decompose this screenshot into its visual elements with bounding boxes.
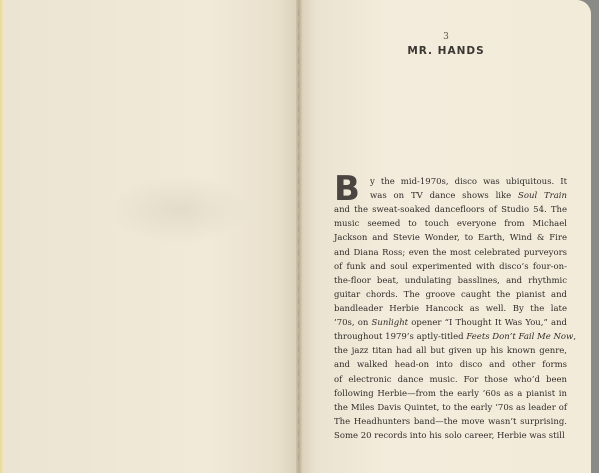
text-segment: Some 20 records into his solo career, Herbie was still <box>334 430 565 441</box>
book-gutter <box>296 0 302 473</box>
text-segment: the jazz titan had all but given up his known genre, <box>334 346 567 357</box>
text-line <box>334 203 567 217</box>
text-line <box>334 288 567 302</box>
text-line <box>334 316 567 330</box>
text-segment: y the mid-1970s, disco was ubiquitous. It <box>370 177 567 187</box>
text-line <box>334 246 567 260</box>
left-page-edge <box>0 0 6 473</box>
text-segment: the Miles Davis Quintet, to the early ’70s as leader of <box>334 402 567 413</box>
left-page <box>0 0 299 473</box>
text-line <box>334 260 567 274</box>
italic-title: Feets Don’t Fail Me Now <box>466 332 574 343</box>
text-segment: guitar chords. The groove caught the pianist and <box>334 289 567 300</box>
text-segment: bandleader Herbie Hancock as well. By the late <box>334 303 567 314</box>
text-line <box>334 344 567 358</box>
text-segment: The Headhunters band—the move wasn’t surprising. <box>334 416 567 427</box>
binding-stitch <box>298 10 299 465</box>
text-segment: of electronic dance music. For those who’d been <box>334 374 567 385</box>
text-segment: ’70s, on <box>334 318 372 329</box>
text-line <box>334 358 567 372</box>
text-line <box>334 415 567 429</box>
text-segment: and walked head-on into disco and other forms <box>334 360 567 371</box>
text-segment: music seemed to touch everyone from Michael <box>334 219 567 230</box>
text-line <box>334 373 567 387</box>
text-segment: and Diana Ross; even the most celebrated purveyors <box>334 247 567 258</box>
text-line <box>334 387 567 401</box>
text-segment: , <box>573 332 577 343</box>
text-line <box>334 189 567 203</box>
text-line <box>334 302 567 316</box>
italic-title: Sunlight <box>371 318 409 329</box>
text-line <box>334 274 567 288</box>
body-paragraph <box>334 169 577 443</box>
text-segment: following Herbie—from the early ’60s as a pianist in <box>334 388 567 399</box>
text-line <box>334 231 567 245</box>
chapter-title: MR. HANDS <box>407 45 485 57</box>
drop-cap: B <box>334 169 360 209</box>
text-line <box>334 330 577 344</box>
text-line <box>334 217 567 231</box>
show-through-smudge <box>110 175 250 245</box>
text-line <box>334 175 567 189</box>
text-segment: throughout 1979’s aptly-titled <box>334 332 467 343</box>
text-segment: was on TV dance shows like <box>370 191 519 202</box>
text-segment: Jackson and Stevie Wonder, to Earth, Wind & Fire <box>334 233 567 244</box>
text-segment: and the sweat-soaked dancefloors of Studio 54. The <box>334 205 567 216</box>
text-line <box>334 429 567 443</box>
page-number: 3 <box>443 32 449 42</box>
italic-title: Soul Train <box>518 191 567 202</box>
text-line <box>334 401 567 415</box>
text-segment: the-floor beat, undulating basslines, and rhythmic <box>334 275 567 286</box>
text-segment: of funk and soul experimented with disco’s four-on- <box>334 261 567 272</box>
text-segment: opener “I Thought It Was You,” and <box>408 318 567 329</box>
